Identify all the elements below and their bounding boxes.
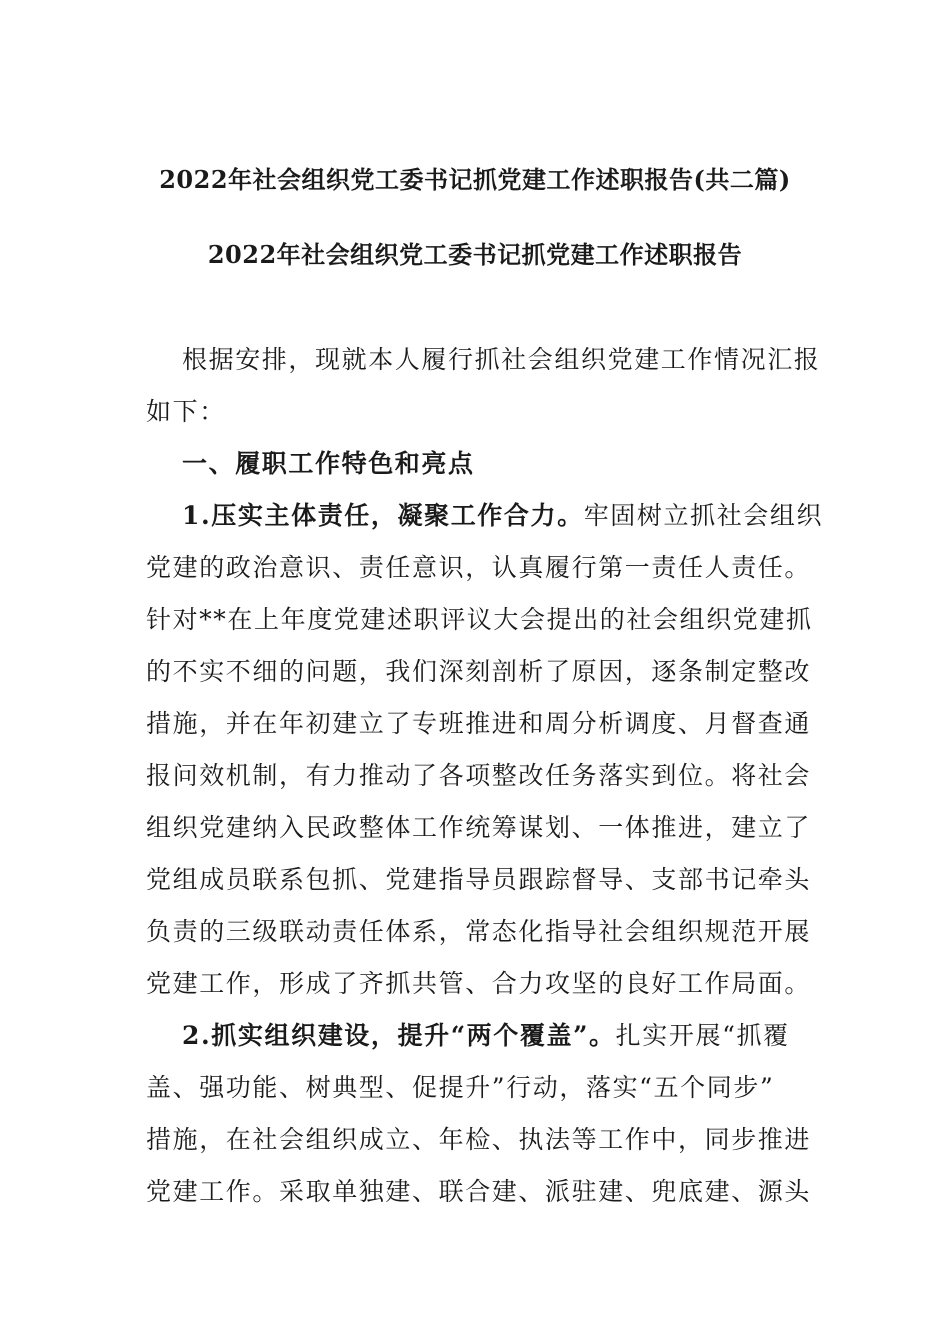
item2-heading: 2.抓实组织建设，提升“两个覆盖”。 <box>182 1021 616 1050</box>
paragraph-line: 党建工作。采取单独建、联合建、派驻建、兜底建、源头 <box>146 1177 812 1206</box>
document-title: 2022年社会组织党工委书记抓党建工作述职报告(共二篇) <box>159 165 791 194</box>
item1-first-line <box>182 500 823 532</box>
item1-heading: 1.压实主体责任，凝聚工作合力。 <box>182 501 584 530</box>
paragraph-line: 党建工作，形成了齐抓共管、合力攻坚的良好工作局面。 <box>146 969 812 998</box>
paragraph-line: 措施，在社会组织成立、年检、执法等工作中，同步推进 <box>146 1125 812 1154</box>
section-heading: 一、履职工作特色和亮点 <box>182 449 475 478</box>
item2-first-line <box>182 1020 790 1052</box>
paragraph-line: 报问效机制，有力推动了各项整改任务落实到位。将社会 <box>146 761 812 790</box>
intro-line-1: 根据安排，现就本人履行抓社会组织党建工作情况汇报 <box>182 345 821 374</box>
paragraph-line: 党组成员联系包抓、党建指导员跟踪督导、支部书记牵头 <box>146 865 812 894</box>
item1-first-line-rest: 牢固树立抓社会组织 <box>583 501 824 530</box>
paragraph-line: 组织党建纳入民政整体工作统筹谋划、一体推进，建立了 <box>146 813 812 842</box>
paragraph-line: 负责的三级联动责任体系，常态化指导社会组织规范开展 <box>146 917 812 946</box>
paragraph-line: 措施，并在年初建立了专班推进和周分析调度、月督查通 <box>146 709 812 738</box>
paragraph-line: 的不实不细的问题，我们深刻剖析了原因，逐条制定整改 <box>146 657 812 686</box>
intro-line-2: 如下： <box>146 397 226 426</box>
paragraph-line: 盖、强功能、树典型、促提升”行动，落实“五个同步” <box>146 1073 775 1102</box>
paragraph-line: 党建的政治意识、责任意识，认真履行第一责任人责任。 <box>146 553 812 582</box>
paragraph-line: 针对**在上年度党建述职评议大会提出的社会组织党建抓 <box>146 605 813 634</box>
item2-first-line-rest: 扎实开展“抓覆 <box>615 1021 790 1050</box>
document-subtitle: 2022年社会组织党工委书记抓党建工作述职报告 <box>207 240 743 269</box>
